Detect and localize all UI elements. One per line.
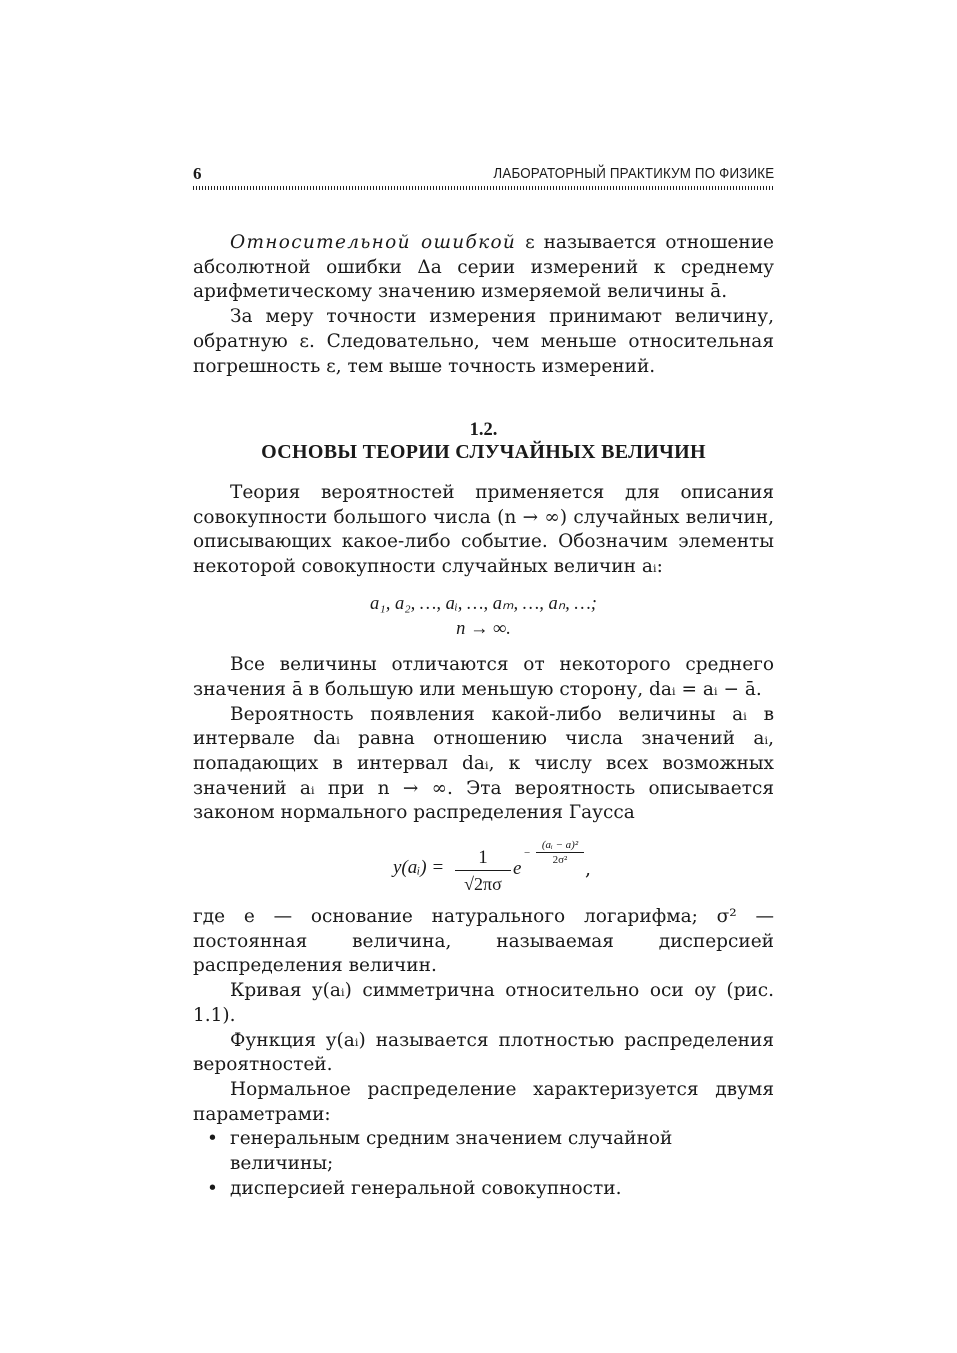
intro-block: [193, 231, 774, 379]
section-number: 1.2.: [469, 420, 498, 440]
term-relative-error: Относительной ошибкой: [230, 232, 517, 253]
paragraph-probability-theory: Теория вероятностей применяется для описания совокупности большого числа (n → ∞) случайных величин, описывающих какое-либо событие. Обозначим элементы некоторой совокупности случайных величин aᵢ:: [193, 482, 774, 578]
sequence-limit: n → ∞.: [456, 618, 511, 639]
paragraph-text: ε называется отношение абсолютной ошибки Δa серии измерений к среднему арифметическому значению измеряемой величины ā.: [193, 232, 774, 303]
body-block-2: [193, 905, 774, 1201]
running-title: ЛАБОРАТОРНЫЙ ПРАКТИКУМ ПО ФИЗИКЕ: [493, 166, 774, 182]
exponent-denominator: 2σ²: [552, 854, 568, 866]
formula-lhs: y(aᵢ) =: [393, 857, 445, 878]
header-rule: [193, 186, 774, 190]
paragraph-precision: За меру точности измерения принимают величину, обратную ε. Следовательно, чем меньше относительная погрешность ε, тем выше точность измерений.: [193, 306, 774, 377]
section-title: ОСНОВЫ ТЕОРИИ СЛУЧАЙНЫХ ВЕЛИЧИН: [261, 441, 706, 463]
exponent-numerator: (aᵢ − a)²: [541, 839, 579, 851]
exponent-sign: −: [524, 847, 531, 859]
list-item: [193, 1177, 774, 1202]
body-block-1: [193, 481, 774, 826]
paragraph-deviation: Все величины отличаются от некоторого среднего значения ā в большую или меньшую сторону, daᵢ = aᵢ − ā.: [193, 654, 774, 700]
exponent-bar: [536, 852, 584, 853]
sequence-line: a₁, a₂, …, aᵢ, …, aₘ, …, aₙ, …;: [370, 593, 597, 614]
formula-fraction: [455, 847, 511, 896]
list-item: [193, 1127, 774, 1176]
formula-trailing: ,: [585, 858, 592, 880]
paragraph-where: где e — основание натурального логарифма; σ² — постоянная величина, называемая дисперсией распределения величин.: [193, 906, 774, 977]
page-number: 6: [193, 164, 202, 183]
parameter-list: [193, 1127, 774, 1201]
paragraph-normal: Нормальное распределение характеризуется двумя параметрами:: [193, 1078, 774, 1125]
paragraph-density: Функция y(aᵢ) называется плотностью распределения вероятностей.: [193, 1029, 774, 1076]
bullet-icon: •: [207, 1177, 218, 1199]
gauss-formula: [393, 839, 603, 898]
paragraph-gauss: Вероятность появления какой-либо величины aᵢ в интервале daᵢ равна отношению числа значений aᵢ, попадающих в интервал daᵢ, к числу всех возможных значений aᵢ при n → ∞. Эта вероятность описывается законом нормального распределения Гаусса: [193, 703, 774, 824]
formula-exponent: [524, 839, 584, 866]
paragraph-relative-error: [193, 231, 774, 305]
list-item-text: дисперсией генеральной совокупности.: [230, 1177, 622, 1199]
bullet-icon: •: [207, 1128, 218, 1150]
formula-denominator: √2πσ: [464, 874, 502, 894]
formula-numerator: 1: [478, 847, 488, 868]
paragraph-curve: Кривая y(aᵢ) симметрична относительно оси oy (рис. 1.1).: [193, 980, 774, 1026]
fraction-bar: [455, 870, 511, 871]
list-item-text: генеральным средним значением случайной величины;: [230, 1128, 673, 1175]
formula-base: e: [513, 858, 522, 879]
